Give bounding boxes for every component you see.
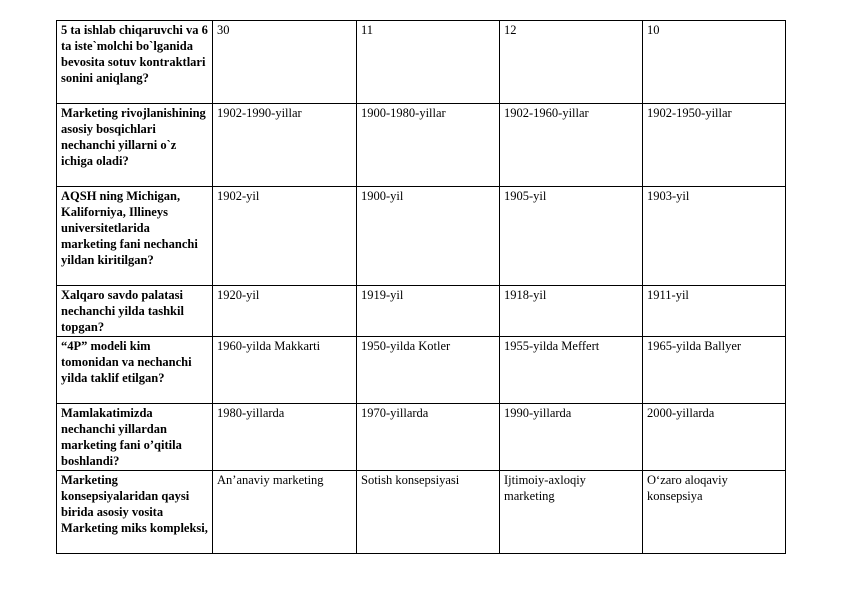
question-cell: Mamlakatimizda nechanchi yillardan marketing fani o’qitila boshlandi? [57,404,213,471]
question-cell: Marketing rivojlanishining asosiy bosqichlari nechanchi yillarni o`z ichiga oladi? [57,104,213,187]
option-cell: 1950-yilda Kotler [357,337,500,404]
option-cell: 1905-yil [500,187,643,286]
table-row [57,286,786,337]
table-row [57,404,786,471]
option-cell: 1980-yillarda [213,404,357,471]
option-cell: 1919-yil [357,286,500,337]
option-cell: 10 [643,21,786,104]
option-cell: An’anaviy marketing [213,471,357,554]
option-cell: O‘zaro aloqaviy konsepsiya [643,471,786,554]
question-cell: AQSH ning Michigan, Kaliforniya, Illineys universitetlarida marketing fani nechanchi yildan kiritilgan? [57,187,213,286]
option-cell: 1902-1950-yillar [643,104,786,187]
option-cell: 1902-1960-yillar [500,104,643,187]
option-cell: Sotish konsepsiyasi [357,471,500,554]
option-cell: 1955-yilda Meffert [500,337,643,404]
table-row [57,21,786,104]
table-row [57,187,786,286]
option-cell: 11 [357,21,500,104]
option-cell: 30 [213,21,357,104]
question-cell: Marketing konsepsiyalaridan qaysi birida asosiy vosita Marketing miks kompleksi, [57,471,213,554]
option-cell: 1900-1980-yillar [357,104,500,187]
option-cell: 1965-yilda Ballyer [643,337,786,404]
option-cell: 1900-yil [357,187,500,286]
quiz-table [56,20,786,554]
option-cell: 1902-yil [213,187,357,286]
option-cell: 1911-yil [643,286,786,337]
question-cell: 5 ta ishlab chiqaruvchi va 6 ta iste`molchi bo`lganida bevosita sotuv kontraktlari sonini aniqlang? [57,21,213,104]
option-cell: 1903-yil [643,187,786,286]
option-cell: Ijtimoiy-axloqiy marketing [500,471,643,554]
option-cell: 1920-yil [213,286,357,337]
option-cell: 1970-yillarda [357,404,500,471]
table-row [57,337,786,404]
option-cell: 2000-yillarda [643,404,786,471]
question-cell: Xalqaro savdo palatasi nechanchi yilda tashkil topgan? [57,286,213,337]
option-cell: 1990-yillarda [500,404,643,471]
option-cell: 12 [500,21,643,104]
option-cell: 1918-yil [500,286,643,337]
question-cell: “4P” modeli kim tomonidan va nechanchi yilda taklif etilgan? [57,337,213,404]
option-cell: 1902-1990-yillar [213,104,357,187]
table-row [57,471,786,554]
table-row [57,104,786,187]
option-cell: 1960-yilda Makkarti [213,337,357,404]
